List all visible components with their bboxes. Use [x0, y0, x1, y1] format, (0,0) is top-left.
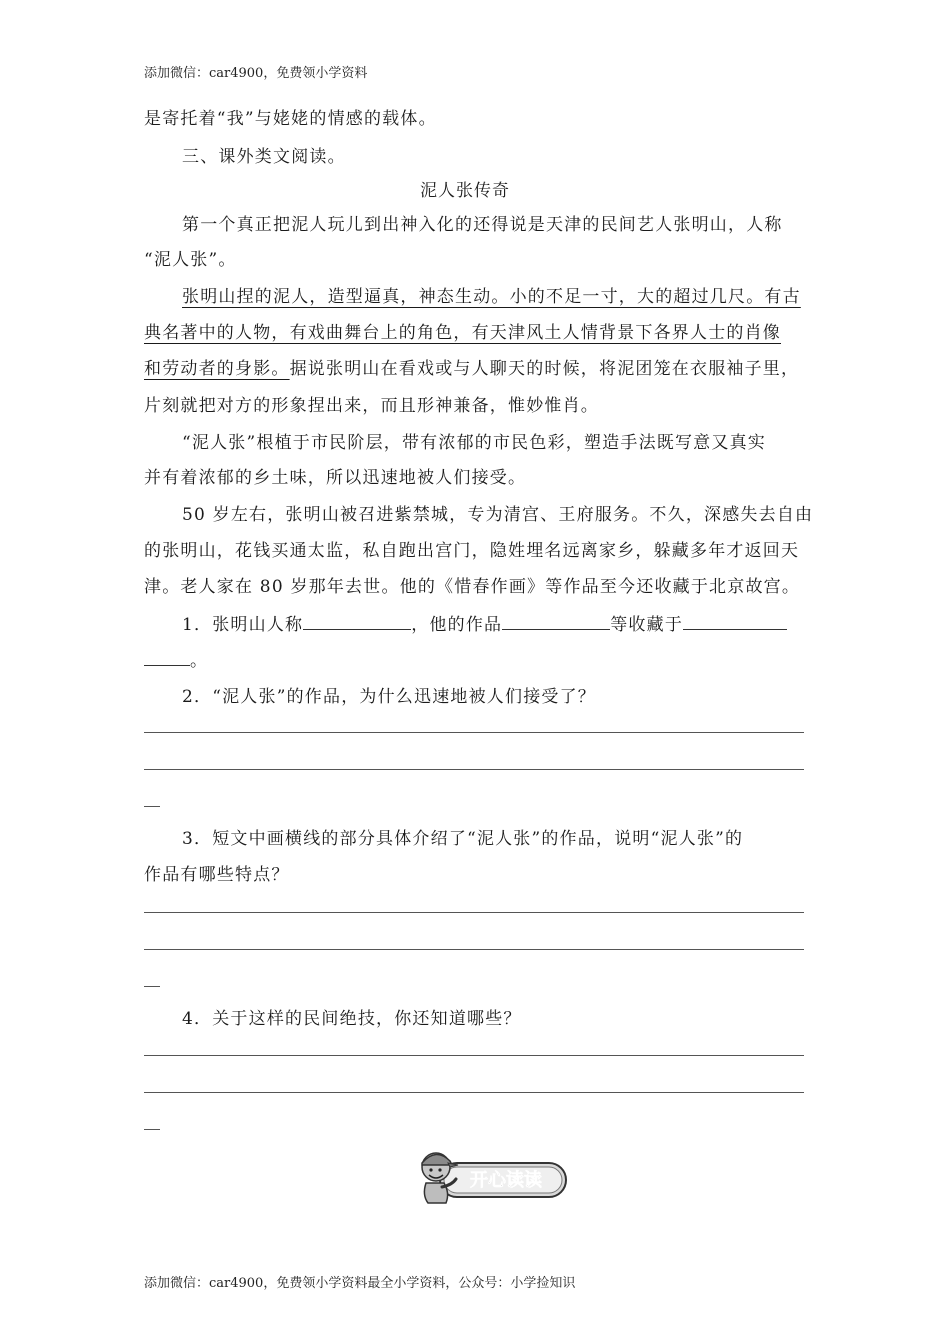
q3-answer-line-1[interactable]: [144, 912, 804, 913]
q1-blank-location-cont[interactable]: [144, 651, 190, 666]
p2-underlined-line-3: 和劳动者的身影。: [144, 359, 290, 379]
q4-answer-line-1[interactable]: [144, 1055, 804, 1056]
p3-line-2: 并有着浓郁的乡土味，所以迅速地被人们接受。: [144, 468, 527, 488]
q1-text-c: 等收藏于: [610, 615, 684, 635]
q1-blank-work[interactable]: [502, 615, 610, 630]
question-2: 2．“泥人张”的作品，为什么迅速地被人们接受了？: [182, 687, 596, 707]
page-footer: 添加微信：car4900，免费领小学资料最全小学资料，公众号：小学捡知识: [144, 1276, 576, 1291]
p4-line-2: 的张明山，花钱买通太监，私自跑出宫门，隐姓埋名远离家乡，躲藏多年才返回天: [144, 541, 800, 561]
question-4: 4．关于这样的民间绝技，你还知道哪些？: [182, 1009, 522, 1029]
q3-answer-line-2[interactable]: [144, 949, 804, 950]
p2-underlined-line-2: 典名著中的人物，有戏曲舞台上的角色，有天津风土人情背景下各界人士的肖像: [144, 323, 781, 343]
badge-label: 开心读读: [470, 1170, 542, 1191]
p4-line-3: 津。老人家在 80 岁那年去世。他的《惜春作画》等作品至今还收藏于北京故宫。: [144, 577, 801, 597]
q2-answer-line-2[interactable]: [144, 769, 804, 770]
q4-answer-line-3[interactable]: [144, 1129, 160, 1130]
happy-reading-badge: [412, 1145, 570, 1205]
q1-blank-location[interactable]: [683, 615, 787, 630]
question-1: [182, 610, 787, 635]
cartoon-boy-icon: [412, 1145, 570, 1205]
p2-line-3: [144, 354, 799, 379]
q2-answer-line-1[interactable]: [144, 732, 804, 733]
q1-text-a: 1．张明山人称: [182, 615, 304, 635]
q2-answer-line-3[interactable]: [144, 806, 160, 807]
p2-underlined-line-1: 张明山捏的泥人，造型逼真，神态生动。小的不足一寸，大的超过几尺。有古: [182, 287, 801, 307]
q3-answer-line-3[interactable]: [144, 986, 160, 987]
q1-text-b: ，他的作品: [411, 615, 503, 635]
p2-rest-line-1: 据说张明山在看戏或与人聊天的时候，将泥团笼在衣服袖子里，: [289, 359, 800, 379]
intro-line: 是寄托着“我”与姥姥的情感的载体。: [144, 109, 437, 129]
q1-end: 。: [190, 651, 209, 671]
section-heading: 三、课外类文阅读。: [182, 147, 346, 167]
q4-answer-line-2[interactable]: [144, 1092, 804, 1093]
p1-line-1: 第一个真正把泥人玩儿到出神入化的还得说是天津的民间艺人张明山，人称: [182, 215, 783, 235]
p3-line-1: “泥人张”根植于市民阶层，带有浓郁的市民色彩，塑造手法既写意又真实: [182, 433, 766, 453]
article-title: 泥人张传奇: [420, 181, 510, 201]
page-header: 添加微信：car4900，免费领小学资料: [144, 66, 368, 81]
question-3-line-2: 作品有哪些特点？: [144, 865, 290, 885]
p2-rest-line-2: 片刻就把对方的形象捏出来，而且形神兼备，惟妙惟肖。: [144, 396, 599, 416]
q1-blank-nickname[interactable]: [303, 615, 411, 630]
p4-line-1: 50 岁左右，张明山被召进紫禁城，专为清宫、王府服务。不久，深感失去自由: [182, 505, 814, 525]
question-3-line-1: 3．短文中画横线的部分具体介绍了“泥人张”的作品，说明“泥人张”的: [182, 829, 744, 849]
p1-line-2: “泥人张”。: [144, 250, 237, 270]
q1-line-2: [144, 646, 208, 671]
